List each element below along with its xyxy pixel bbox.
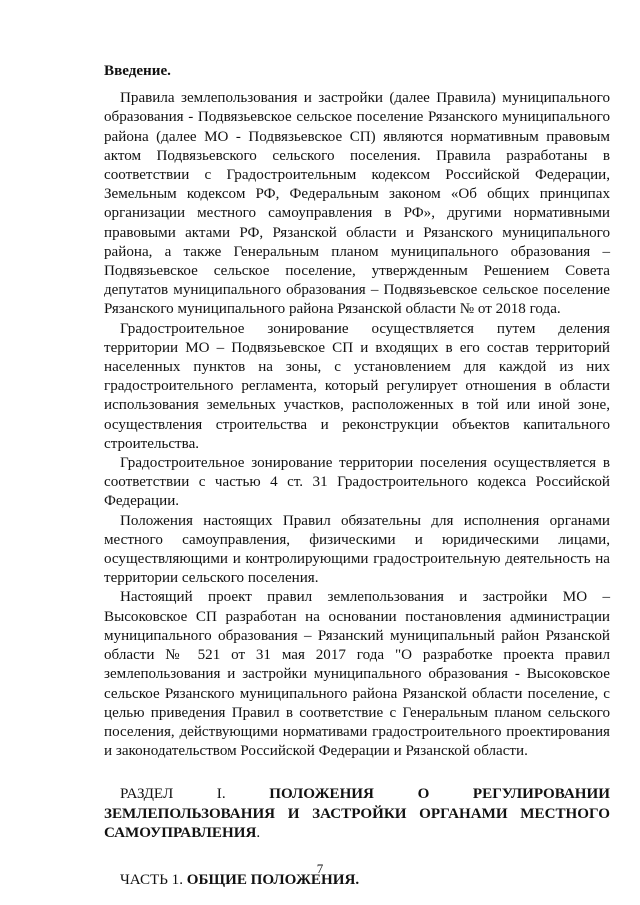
section-suffix: .	[256, 824, 261, 841]
intro-paragraph-4: Положения настоящих Правил обязательны для исполнения органами местного самоуправления, физическими и юридическими лицами, осуществляющими и контролирующими градостроительную деятельность на территории сельского поселения.	[104, 512, 610, 587]
page-number: 7	[316, 861, 324, 876]
part-title: ОБЩИЕ ПОЛОЖЕНИЯ.	[186, 871, 360, 888]
intro-heading: Введение.	[104, 63, 171, 79]
intro-paragraph-3: Градостроительное зонирование территории поселения осуществляется в соответствии с частью 4 ст. 31 Градостроительного кодекса Российской Федерации.	[104, 455, 610, 510]
intro-paragraph-1: Правила землепользования и застройки (далее Правила) муниципального образования - Подвязьевское сельское поселение Рязанского муниципального района (далее МО - Подвязьевское СП) являются нормативным правовым актом Подвязьевского сельского поселения. Правила разработаны в соответствии с Градостроительным кодексом Российской Федерации, Земельным кодексом РФ, Федеральным законом «Об общих принципах организации местного самоуправления в РФ», другими нормативными правовыми актами РФ, Рязанской области и Рязанского муниципального района, а также Генеральным планом муниципального образования – Подвязьевское сельское поселение, утвержденным Решением Совета депутатов муниципального образования – Подвязьевское сельское поселение Рязанского муниципального района Рязанской области № от 2018 года.	[104, 90, 610, 318]
part-prefix: ЧАСТЬ 1.	[120, 871, 187, 888]
section-heading	[104, 785, 610, 843]
page-content	[104, 62, 610, 890]
intro-paragraph-5: Настоящий проект правил землепользования и застройки МО – Высоковское СП разработан на основании постановления администрации муниципального образования – Рязанский муниципальный район Рязанской области № 521 от 31 мая 2017 года "О разработке проекта правил землепользования и застройки муниципального образования - Высоковское сельское Рязанского муниципального района Рязанской области поселение, с целью приведения Правил в соответствие с Генеральным планом сельского поселения, действующими нормативами градостроительного проектирования и законодательством Российской Федерации и Рязанской области.	[104, 589, 610, 760]
section-prefix: РАЗДЕЛ I.	[120, 786, 270, 803]
intro-paragraph-2: Градостроительное зонирование осуществляется путем деления территории МО – Подвязьевское СП и входящих в его состав территорий населенных пунктов на зоны, с установлением для каждой из них градостроительного регламента, который регулирует отношения в области использования земельных участков, расположенных в той или иной зоне, осуществления строительства и реконструкции объектов капитального строительства.	[104, 320, 610, 452]
section-title: ПОЛОЖЕНИЯ О РЕГУЛИРОВАНИИ ЗЕМЛЕПОЛЬЗОВАНИЯ И ЗАСТРОЙКИ ОРГАНАМИ МЕСТНОГО САМОУПРАВЛЕНИЯ	[104, 786, 611, 841]
